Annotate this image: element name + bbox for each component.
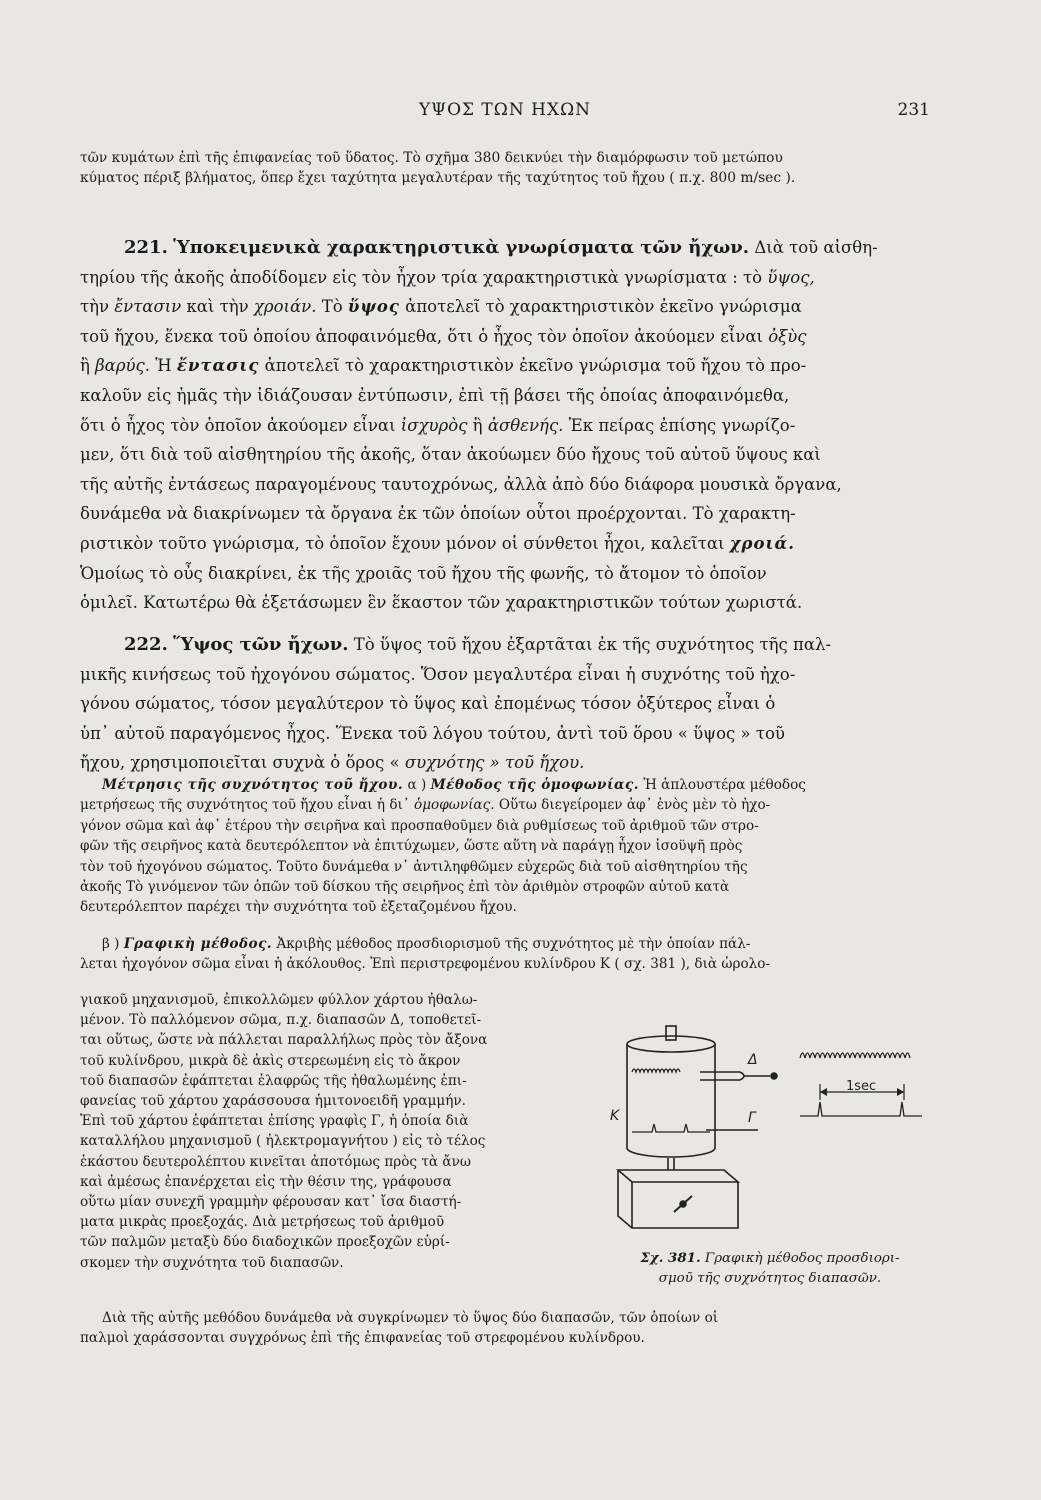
emphasis: συχνότης » τοῦ ἤχου. <box>404 753 585 773</box>
text-line: φῶν τῆς σειρῆνος κατὰ δευτερόλεπτον νὰ ἐπιτύχωμεν, ὥστε αὕτη νὰ παράγῃ ἦχον ἰσοϋψῆ πρὸς <box>80 838 743 855</box>
label-K: Κ <box>610 1108 620 1124</box>
text-line: ματα μικρὰς προεξοχάς. Διὰ μετρήσεως τοῦ ἀριθμοῦ <box>80 1214 445 1231</box>
text-line: σκομεν τὴν συχνότητα τοῦ διαπασῶν. <box>80 1254 344 1271</box>
text-line: ἀκοῆς Τὸ γινόμενον τῶν ὀπῶν τοῦ δίσκου τῆς σειρῆνος ἐπὶ τὸν ἀριθμὸν στροφῶν αὐτοῦ κατὰ <box>80 879 730 896</box>
emphasis: ἀσθενής. <box>487 415 564 435</box>
emphasis: ὀξὺς <box>768 326 807 346</box>
text-line: μένον. Τὸ παλλόμενον σῶμα, π.χ. διαπασῶν Δ, τοποθετεῖ- <box>80 1012 482 1029</box>
text-line: Διὰ τῆς αὐτῆς μεθόδου δυνάμεθα νὰ συγκρίνωμεν τὸ ὕψος δύο διαπασῶν, τῶν ὁποίων οἱ <box>102 1310 719 1326</box>
clock-box-sides <box>618 1170 738 1228</box>
graphic-method-column <box>80 990 570 1273</box>
text-line: τῆς αὐτῆς ἐντάσεως παραγομένους ταυτοχρόνως, ἀλλὰ ἀπὸ δύο διάφορα μουσικὰ ὄργανα, <box>80 474 842 494</box>
term: ὕψος <box>347 297 400 317</box>
cylinder-bottom <box>627 1148 715 1157</box>
text-line <box>80 630 932 660</box>
text-line: γόνον σῶμα καὶ ἀφ᾽ ἑτέρου τὴν σειρῆνα καὶ προσπαθοῦμεν διὰ ρυθμίσεως τοῦ ἀριθμοῦ τῶν στρο- <box>80 817 759 834</box>
cylinder-spindle <box>666 1026 676 1040</box>
text-run: ἢ <box>80 356 96 376</box>
text-line: γόνου σώματος, τόσον μεγαλύτερον τὸ ὕψος καὶ ἐπομένως τόσον ὀξύτερος εἶναι ὁ <box>80 694 776 714</box>
clock-box-top <box>618 1170 738 1182</box>
text-line <box>80 292 932 322</box>
emphasis: ὁμοφωνίας. <box>414 797 495 814</box>
term: ἔντασις <box>176 356 260 376</box>
text-line: μικῆς κινήσεως τοῦ ἠχογόνου σώματος. Ὅσον μεγαλυτέρα εἶναι ἡ συχνότης τοῦ ἠχο- <box>80 664 796 684</box>
text-line: καὶ ἀμέσως ἐπανέρχεται εἰς τὴν θέσιν της, γράφουσα <box>80 1173 452 1190</box>
text-run: Ἀκριβὴς μέθοδος προσδιορισμοῦ τῆς συχνότητος μὲ τὴν ὁποίαν πάλ- <box>272 936 751 952</box>
text-run: τοῦ ἤχου, ἕνεκα τοῦ ὁποίου ἀποφαινόμεθα, ὅτι ὁ ἦχος τὸν ὁποῖον ἀκούομεν εἶναι <box>80 326 769 346</box>
label-gamma: Γ <box>748 1110 756 1126</box>
cylinder-shaft <box>668 1158 674 1170</box>
subsection-heading: Γραφικὴ μέθοδος. <box>123 936 273 952</box>
text-line: τῶν κυμάτων ἐπὶ τῆς ἐπιφανείας τοῦ ὕδατος. Τὸ σχῆμα 380 δεικνύει τὴν διαμόρφωσιν τοῦ μετώπου <box>80 150 783 166</box>
text-line: δευτερόλεπτον παρέχει τὴν συχνότητα τοῦ ἐξεταζομένου ἤχου. <box>80 899 517 916</box>
emphasis: βαρύς. <box>95 356 151 376</box>
section-title: Ὕψος τῶν ἤχων. <box>173 634 349 655</box>
text-line: τοῦ κυλίνδρου, μικρὰ δὲ ἀκὶς στερεωμένη εἰς τὸ ἄκρον <box>80 1052 461 1069</box>
text-run: ἢ <box>467 415 488 435</box>
emphasis: ἔντασιν <box>114 297 182 317</box>
subsection-heading: Μέτρησις τῆς συχνότητος τοῦ ἤχου. <box>102 777 404 793</box>
text-line <box>80 322 932 352</box>
text-line <box>80 748 932 778</box>
text-run: Γραφικὴ μέθοδος προσδιορι- <box>700 1251 900 1266</box>
subsection-heading: Μέθοδος τῆς ὁμοφωνίας. <box>430 777 640 793</box>
text-line: λεται ἠχογόνον σῶμα εἶναι ἡ ἀκόλουθος. Ἐπὶ περιστρεφομένου κυλίνδρου Κ ( σχ. 381 ), διὰ ὡρολο- <box>80 956 771 973</box>
text-run: ἤχου, χρησιμοποιεῖται συχνὰ ὁ ὅρος « <box>80 753 405 773</box>
text-line: κύματος πέριξ βλήματος, ὅπερ ἔχει ταχύτητα μεγαλυτέραν τῆς ταχύτητος τοῦ ἤχου ( π.χ. 800 m/sec ). <box>80 170 796 186</box>
text-line: σμοῦ τῆς συχνότητος διαπασῶν. <box>658 1271 882 1286</box>
section-number: 221. <box>124 237 168 258</box>
text-line <box>80 351 932 381</box>
text-line <box>80 411 932 441</box>
figure-381-illustration <box>588 1020 938 1270</box>
text-run: ἀποτελεῖ τὸ χαρακτηριστικὸν ἐκεῖνο γνώρισμα <box>399 297 802 317</box>
text-run: Τὸ <box>316 297 348 317</box>
text-line: Ἐπὶ τοῦ χάρτου ἐφάπτεται ἐπίσης γραφὶς Γ, ἡ ὁποία διὰ <box>80 1113 469 1130</box>
winding-key-center <box>680 1201 686 1207</box>
text-run: Οὕτω διεγείρομεν ἀφ᾽ ἑνὸς μὲν τὸ ἠχο- <box>494 797 771 814</box>
text-line <box>80 529 932 559</box>
page-number: 231 <box>897 100 930 120</box>
figure-number: Σχ. 381. <box>640 1250 701 1266</box>
text-run: καὶ τὴν <box>181 297 254 317</box>
text-run: Ἡ <box>150 356 177 376</box>
emphasis: ὕψος, <box>767 267 815 287</box>
text-line <box>80 775 932 795</box>
recorded-sine-wave <box>800 1053 910 1058</box>
text-run: Διὰ τοῦ αἰσθη- <box>749 238 878 257</box>
section-title: Ὑποκειμενικὰ χαρακτηριστικὰ γνωρίσματα τῶν ἤχων. <box>173 237 750 258</box>
measurement-section <box>80 775 932 918</box>
tuning-fork-handle <box>771 1073 777 1079</box>
text-line <box>80 934 932 954</box>
running-title: ΥΨΟΣ ΤΩΝ ΗΧΩΝ <box>418 100 592 120</box>
closing-paragraph <box>80 1308 932 1349</box>
text-run: Ἡ ἁπλουστέρα μέθοδος <box>639 777 806 793</box>
text-line <box>600 1248 940 1269</box>
text-line <box>80 233 932 263</box>
emphasis: ἰσχυρὸς <box>400 415 468 435</box>
emphasis: χροιάν. <box>253 297 317 317</box>
text-run: β ) <box>102 936 124 952</box>
text-run: Τὸ ὕψος τοῦ ἤχου ἐξαρτᾶται ἐκ τῆς συχνότητος τῆς παλ- <box>348 635 832 654</box>
term: χροιά. <box>729 533 795 553</box>
section-221 <box>80 233 932 618</box>
label-delta: Δ <box>748 1052 758 1068</box>
text-line: φανείας τοῦ χάρτου χαράσσουσα ἡμιτονοειδῆ γραμμήν. <box>80 1093 466 1110</box>
text-line: Ὁμοίως τὸ οὖς διακρίνει, ἐκ τῆς χροιᾶς τοῦ ἤχου τῆς φωνῆς, τὸ ἄτομον τὸ ὁποῖον <box>80 563 767 583</box>
section-number: 222. <box>124 634 168 655</box>
text-line <box>80 263 932 293</box>
text-line: καλοῦν εἰς ἡμᾶς τὴν ἰδιάζουσαν ἐντύπωσιν, ἐπὶ τῇ βάσει τῆς ὁποίας ἀποφαινόμεθα, <box>80 385 790 405</box>
text-run: μετρήσεως τῆς συχνότητος τοῦ ἤχου εἶναι ἡ δι᾽ <box>80 797 415 814</box>
text-line: μεν, ὅτι διὰ τοῦ αἰσθητηρίου τῆς ἀκοῆς, ὅταν ἀκούωμεν δύο ἤχους τοῦ αὐτοῦ ὕψους καὶ <box>80 445 821 465</box>
tuning-fork-delta <box>700 1072 770 1080</box>
figure-caption <box>600 1248 940 1289</box>
graphic-method-intro <box>80 934 932 975</box>
running-head <box>80 100 930 124</box>
text-line: ὑπ᾽ αὐτοῦ παραγόμενος ἦχος. Ἕνεκα τοῦ λόγου τούτου, ἀντὶ τοῦ ὅρου « ὕψος » τοῦ <box>80 723 785 743</box>
cylinder-top <box>627 1036 715 1052</box>
text-line: ὁμιλεῖ. Κατωτέρω θὰ ἐξετάσωμεν ἓν ἕκαστον τῶν χαρακτηριστικῶν τούτων χωριστά. <box>80 593 803 613</box>
text-line: δυνάμεθα νὰ διακρίνωμεν τὰ ὄργανα ἐκ τῶν ὁποίων οὗτοι προέρχονται. Τὸ χαρακτη- <box>80 504 796 524</box>
text-line: ἑκάστου δευτερολέπτου κινεῖται ἀποτόμως πρὸς τὰ ἄνω <box>80 1153 471 1170</box>
text-line: τοῦ διαπασῶν ἐφάπτεται ἐλαφρῶς τῆς ἠθαλωμένης ἐπι- <box>80 1072 467 1089</box>
text-line: παλμοὶ χαράσσονται συγχρόνως ἐπὶ τῆς ἐπιφανείας τοῦ στρεφομένου κυλίνδρου. <box>80 1330 645 1347</box>
label-1sec: 1sec <box>846 1079 877 1094</box>
text-line: τὸν τοῦ ἠχογόνου σώματος. Τοῦτο δυνάμεθα ν᾽ ἀντιληφθῶμεν εὐχερῶς διὰ τοῦ αἰσθητηρίου τῆς <box>80 858 748 875</box>
text-line: καταλλήλου μηχανισμοῦ ( ἠλεκτρομαγνήτου ) εἰς τὸ τέλος <box>80 1133 486 1150</box>
text-run: ὅτι ὁ ἦχος τὸν ὁποῖον ἀκούομεν εἶναι <box>80 415 401 435</box>
text-line: γιακοῦ μηχανισμοῦ, ἐπικολλῶμεν φύλλον χάρτου ἠθαλω- <box>80 992 478 1008</box>
recorded-time-line <box>800 1102 922 1116</box>
tuning-fork-trace <box>632 1069 680 1072</box>
text-run: α ) <box>403 777 431 793</box>
section-222 <box>80 630 932 778</box>
text-run: τηρίου τῆς ἀκοῆς ἀποδίδομεν εἰς τὸν ἦχον τρία χαρακτηριστικὰ γνωρίσματα : τὸ <box>80 267 768 287</box>
text-line <box>80 795 932 815</box>
text-run: Ἐκ πείρας ἐπίσης γνωρίζο- <box>563 415 796 435</box>
text-run: τὴν <box>80 297 115 317</box>
time-marker-trace <box>632 1124 710 1132</box>
text-run: ριστικὸν τοῦτο γνώρισμα, τὸ ὁποῖον ἔχουν μόνον οἱ σύνθετοι ἦχοι, καλεῖται <box>80 533 730 553</box>
text-line: οὕτω μίαν συνεχῆ γραμμὴν φέρουσαν κατ᾽ ἴσα διαστή- <box>80 1194 462 1211</box>
intro-paragraph <box>80 148 932 188</box>
text-line: ται οὕτως, ὥστε νὰ πάλλεται παραλλήλως πρὸς τὸν ἄξονα <box>80 1032 488 1049</box>
text-line: τῶν παλμῶν μεταξὺ δύο διαδοχικῶν προεξοχῶν εὑρί- <box>80 1234 450 1251</box>
text-run: ἀποτελεῖ τὸ χαρακτηριστικὸν ἐκεῖνο γνώρισμα τοῦ ἤχου τὸ προ- <box>259 356 807 376</box>
